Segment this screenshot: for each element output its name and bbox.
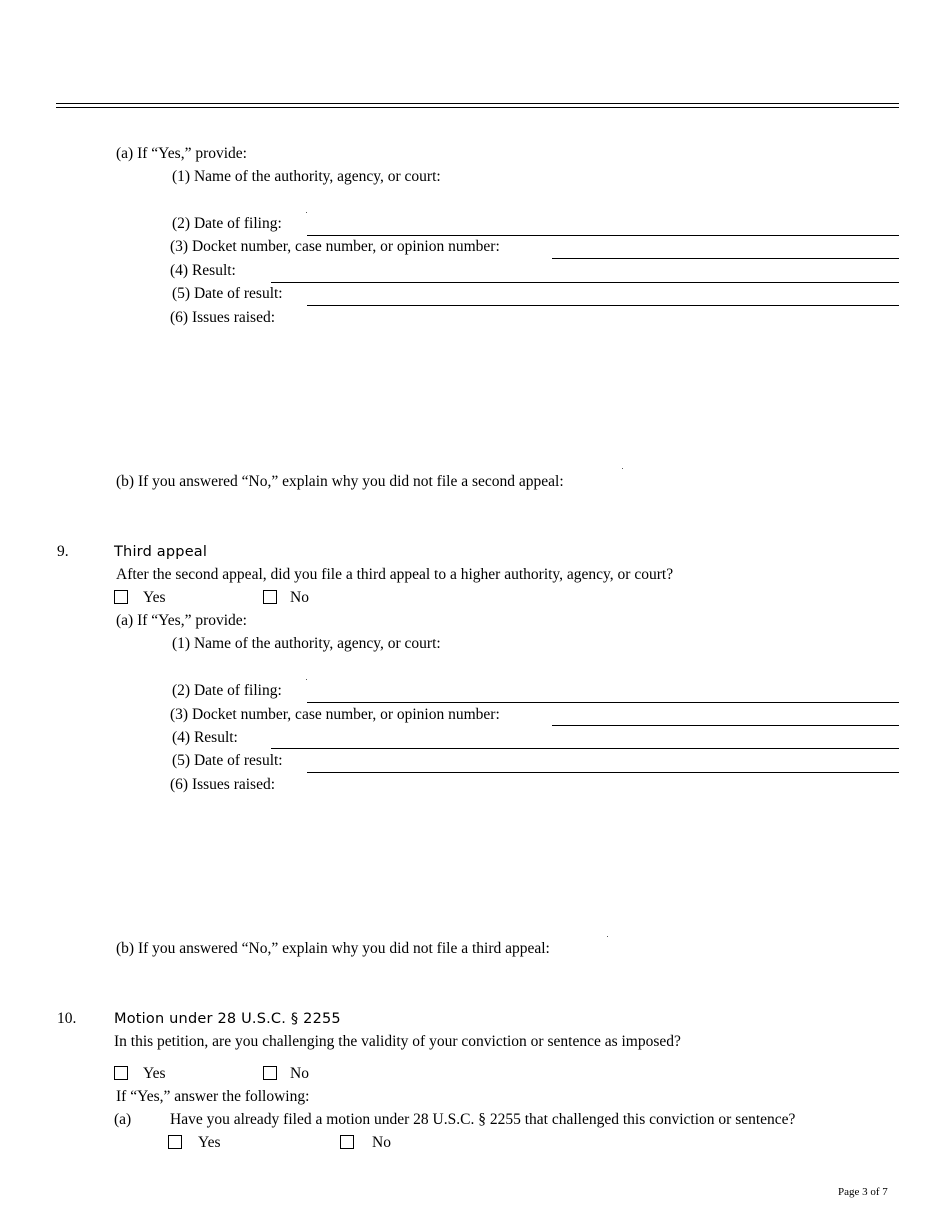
sec10-no-checkbox[interactable] bbox=[263, 1066, 277, 1080]
sec10-question: In this petition, are you challenging the validity of your conviction or sentence as imposed? bbox=[114, 1033, 681, 1050]
sec10-a-question: Have you already filed a motion under 28 U.S.C. § 2255 that challenged this conviction or sentence? bbox=[170, 1111, 796, 1128]
sec9-number: 9. bbox=[57, 543, 69, 560]
sec8-q3-label: (3) Docket number, case number, or opinion number: bbox=[170, 238, 500, 255]
sec8-b-label: (b) If you answered “No,” explain why you did not file a second appeal: bbox=[116, 473, 564, 490]
sec9-a-label: (a) If “Yes,” provide: bbox=[116, 612, 247, 629]
sec10-title: Motion under 28 U.S.C. § 2255 bbox=[114, 1011, 341, 1027]
sec10-if-yes-label: If “Yes,” answer the following: bbox=[116, 1088, 310, 1105]
sec9-b-label: (b) If you answered “No,” explain why you did not file a third appeal: bbox=[116, 940, 550, 957]
sec10-number: 10. bbox=[57, 1010, 77, 1027]
sec8-a-label: (a) If “Yes,” provide: bbox=[116, 145, 247, 162]
sec9-q1-label: (1) Name of the authority, agency, or court: bbox=[172, 635, 441, 652]
sec8-dot-1 bbox=[306, 212, 307, 213]
page-number: Page 3 of 7 bbox=[838, 1186, 888, 1198]
sec8-q5-label: (5) Date of result: bbox=[172, 285, 283, 302]
sec9-result-field[interactable] bbox=[271, 748, 899, 749]
sec9-no-checkbox[interactable] bbox=[263, 590, 277, 604]
sec9-q5-label: (5) Date of result: bbox=[172, 752, 283, 769]
sec10-yes-checkbox[interactable] bbox=[114, 1066, 128, 1080]
header-rule-bottom bbox=[56, 107, 899, 108]
sec10-a-marker: (a) bbox=[114, 1111, 132, 1128]
sec9-q4-label: (4) Result: bbox=[172, 729, 238, 746]
sec10-a-yes-checkbox[interactable] bbox=[168, 1135, 182, 1149]
sec8-date-result-field[interactable] bbox=[307, 305, 899, 306]
sec9-yes-label: Yes bbox=[143, 589, 166, 606]
sec9-no-label: No bbox=[290, 589, 309, 606]
sec9-title: Third appeal bbox=[114, 544, 208, 560]
sec8-q4-label: (4) Result: bbox=[170, 262, 236, 279]
sec8-q2-label: (2) Date of filing: bbox=[172, 215, 282, 232]
sec9-dot-2 bbox=[607, 936, 608, 937]
sec8-q6-label: (6) Issues raised: bbox=[170, 309, 276, 326]
sec9-q6-label: (6) Issues raised: bbox=[170, 776, 276, 793]
sec8-date-filing-field[interactable] bbox=[307, 235, 899, 236]
sec10-a-no-label: No bbox=[372, 1134, 391, 1151]
sec8-result-field[interactable] bbox=[271, 282, 899, 283]
sec9-yes-checkbox[interactable] bbox=[114, 590, 128, 604]
sec9-date-filing-field[interactable] bbox=[307, 702, 899, 703]
sec10-a-no-checkbox[interactable] bbox=[340, 1135, 354, 1149]
sec10-yes-label: Yes bbox=[143, 1065, 166, 1082]
sec9-dot-1 bbox=[306, 679, 307, 680]
sec10-no-label: No bbox=[290, 1065, 309, 1082]
sec9-q2-label: (2) Date of filing: bbox=[172, 682, 282, 699]
header-rule-top bbox=[56, 103, 899, 104]
sec8-q1-label: (1) Name of the authority, agency, or court: bbox=[172, 168, 441, 185]
sec9-q3-label: (3) Docket number, case number, or opinion number: bbox=[170, 706, 500, 723]
sec8-docket-number-field[interactable] bbox=[552, 258, 899, 259]
sec10-a-yes-label: Yes bbox=[198, 1134, 221, 1151]
sec9-date-result-field[interactable] bbox=[307, 772, 899, 773]
sec9-docket-number-field[interactable] bbox=[552, 725, 899, 726]
sec8-dot-2 bbox=[622, 468, 623, 469]
sec9-question: After the second appeal, did you file a third appeal to a higher authority, agency, or court? bbox=[116, 566, 674, 583]
